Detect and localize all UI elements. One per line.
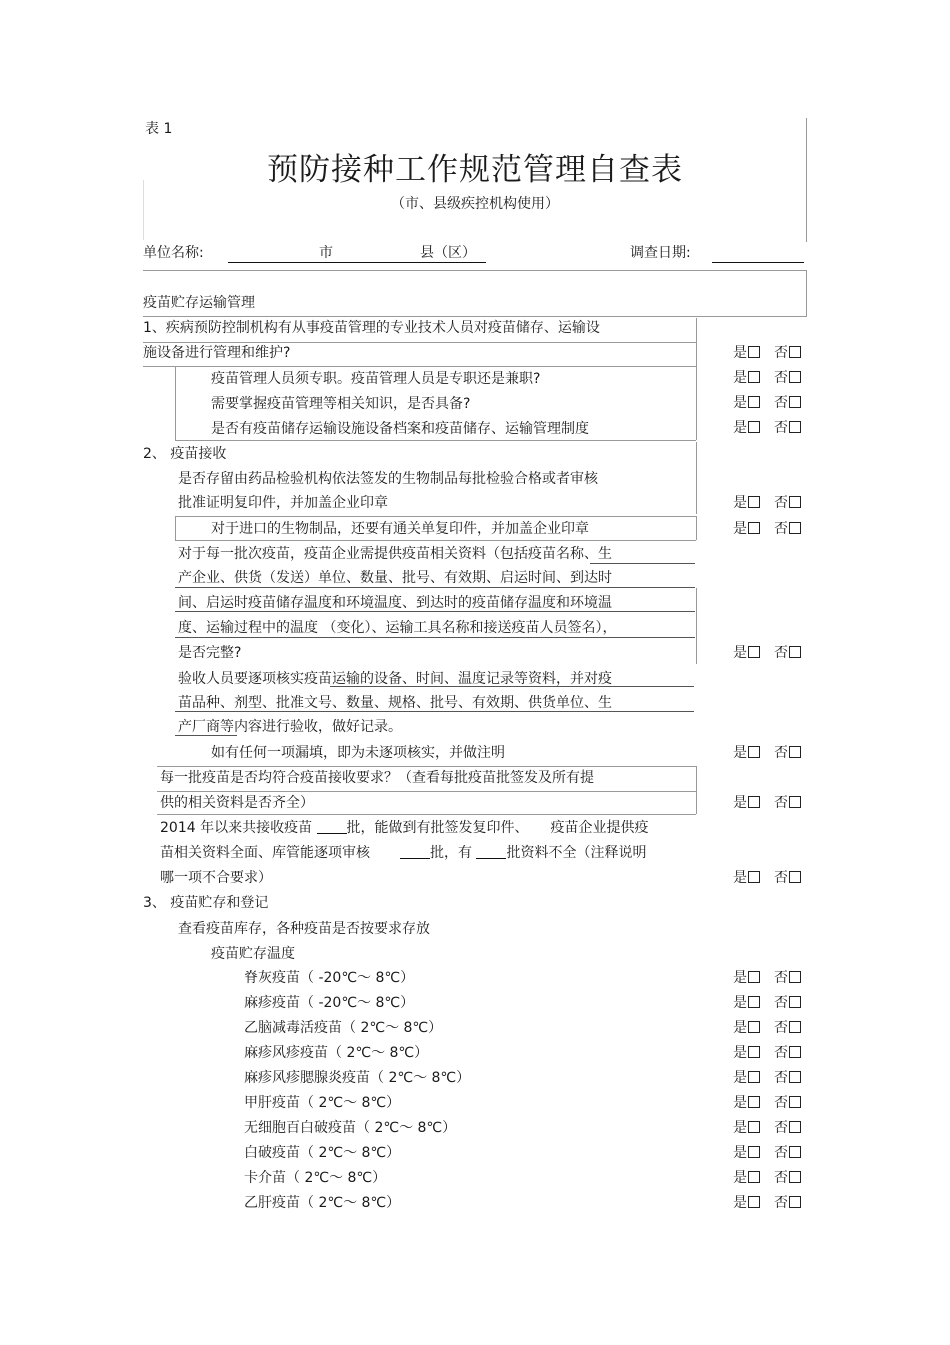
q2d-underline2 (175, 711, 694, 712)
no-checkbox[interactable] (789, 1046, 801, 1058)
answer-q2a[interactable]: 是 否 (733, 494, 813, 512)
page-subtitle: （市、县级疾控机构使用） (391, 196, 559, 212)
yes-checkbox[interactable] (748, 746, 760, 758)
q1-box-right (696, 318, 697, 366)
q2c-box-right (696, 588, 697, 664)
q2c-line4: 度、运输过程中的温度 （变化）、运输工具名称和接送疫苗人员签名）， (178, 620, 617, 636)
yes-checkbox[interactable] (748, 971, 760, 983)
q1-line2: 施设备进行管理和维护? (143, 345, 291, 361)
page-title: 预防接种工作规范管理自查表 (267, 152, 683, 188)
q2c-line5: 是否完整? (178, 645, 242, 661)
no-checkbox[interactable] (789, 1021, 801, 1033)
survey-date-label: 调查日期: (630, 245, 691, 261)
answer-vaccine[interactable]: 是 否 (733, 1094, 813, 1112)
q2c-underline3 (175, 611, 695, 612)
yes-checkbox[interactable] (748, 396, 760, 408)
no-checkbox[interactable] (789, 746, 801, 758)
section-box-right (806, 270, 807, 316)
q2e-text: 如有任何一项漏填，即为未逐项核实，并做注明 (211, 745, 505, 761)
no-checkbox[interactable] (789, 796, 801, 808)
no-checkbox[interactable] (789, 1071, 801, 1083)
q2b-box-left (175, 516, 176, 540)
yes-checkbox[interactable] (748, 421, 760, 433)
unit-name-label: 单位名称: (143, 245, 204, 261)
q2d-underline3 (175, 735, 237, 736)
no-checkbox[interactable] (789, 421, 801, 433)
no-checkbox[interactable] (789, 522, 801, 534)
no-checkbox[interactable] (789, 496, 801, 508)
q2f-line2: 供的相关资料是否齐全） (160, 795, 314, 811)
yes-checkbox[interactable] (748, 1021, 760, 1033)
unit-name-field[interactable] (228, 262, 486, 263)
vaccine-item: 麻疹风疹腮腺炎疫苗（ 2℃～ 8℃） (244, 1070, 471, 1086)
q2c-line2: 产企业、供货（发送）单位、数量、批号、有效期、启运时间、到达时 (178, 570, 612, 586)
q2c-underline1 (590, 563, 695, 564)
complete-batches-blank[interactable] (400, 844, 430, 859)
yes-checkbox[interactable] (748, 871, 760, 883)
q1-box-bottom (143, 366, 696, 367)
q1c-text: 是否有疫苗储存运输设施设备档案和疫苗储存、运输管理制度 (211, 421, 589, 437)
q2f-line1: 每一批疫苗是否均符合疫苗接收要求？（查看每批疫苗批签发及所有提 (160, 770, 594, 786)
section-box-top (143, 270, 807, 271)
no-checkbox[interactable] (789, 1096, 801, 1108)
vaccine-item: 卡介苗（ 2℃～ 8℃） (244, 1170, 387, 1186)
yes-checkbox[interactable] (748, 371, 760, 383)
q2a-box-right (696, 442, 697, 514)
q2f-box-mid (157, 791, 696, 792)
q2d-line1: 验收人员要逐项核实疫苗运输的设备、时间、温度记录等资料，并对疫 (178, 671, 612, 687)
q1b-text: 需要掌握疫苗管理等相关知识，是否具备? (211, 396, 471, 412)
vaccine-item: 麻疹疫苗（ -20℃～ 8℃） (244, 995, 415, 1011)
vaccine-item: 乙肝疫苗（ 2℃～ 8℃） (244, 1195, 401, 1211)
yes-checkbox[interactable] (748, 1121, 760, 1133)
section3-heading: 3、 疫苗贮存和登记 (143, 895, 269, 911)
answer-vaccine[interactable]: 是 否 (733, 994, 813, 1012)
section-title: 疫苗贮存运输管理 (143, 295, 255, 311)
answer-vaccine[interactable]: 是 否 (733, 1044, 813, 1062)
q2b-text: 对于进口的生物制品，还要有通关单复印件，并加盖企业印章 (211, 521, 589, 537)
no-checkbox[interactable] (789, 646, 801, 658)
answer-q2c[interactable]: 是 否 (733, 644, 813, 662)
survey-date-field[interactable] (712, 262, 804, 263)
q1-sub-left (175, 366, 176, 440)
yes-checkbox[interactable] (748, 1146, 760, 1158)
yes-checkbox[interactable] (748, 646, 760, 658)
no-checkbox[interactable] (789, 996, 801, 1008)
q2f-box-bottom (157, 814, 696, 815)
vaccine-item: 乙脑减毒活疫苗（ 2℃～ 8℃） (244, 1020, 443, 1036)
no-checkbox[interactable] (789, 396, 801, 408)
q2g-line1: 2014 年以来共接收疫苗 批，能做到有批签发复印件、 疫苗企业提供疫 (160, 820, 649, 836)
q2c-line3: 间、启运时疫苗储存温度和环境温度、到达时的疫苗储存温度和环境温 (178, 595, 612, 611)
no-checkbox[interactable] (789, 1146, 801, 1158)
vaccine-item: 无细胞百白破疫苗（ 2℃～ 8℃） (244, 1120, 457, 1136)
answer-q2g[interactable]: 是 否 (733, 869, 813, 887)
header-left-border (143, 180, 144, 240)
section-box-bottom (143, 316, 807, 317)
q2b-box-right (696, 516, 697, 540)
vaccine-item: 甲肝疫苗（ 2℃～ 8℃） (244, 1095, 401, 1111)
q1-sub-right (696, 366, 697, 440)
vaccine-item: 白破疫苗（ 2℃～ 8℃） (244, 1145, 401, 1161)
q2b-box-top (175, 516, 696, 517)
answer-vaccine[interactable]: 是 否 (733, 1144, 813, 1162)
answer-q2b[interactable]: 是 否 (733, 520, 813, 538)
yes-checkbox[interactable] (748, 496, 760, 508)
q1a-text: 疫苗管理人员须专职。疫苗管理人员是专职还是兼职? (211, 371, 541, 387)
q2g-line3: 哪一项不合要求） (160, 870, 272, 886)
incomplete-batches-blank[interactable] (476, 844, 506, 859)
answer-vaccine[interactable]: 是 否 (733, 1169, 813, 1187)
answer-vaccine[interactable]: 是 否 (733, 1069, 813, 1087)
answer-vaccine[interactable]: 是 否 (733, 1119, 813, 1137)
no-checkbox[interactable] (789, 1196, 801, 1208)
answer-q2e[interactable]: 是 否 (733, 744, 813, 762)
answer-q1a[interactable]: 是 否 (733, 369, 813, 387)
q2g-line2: 苗相关资料全面、库管能逐项审核 批，有 批资料不全（注释说明 (160, 845, 647, 861)
vaccine-item: 脊灰疫苗（ -20℃～ 8℃） (244, 970, 415, 986)
yes-checkbox[interactable] (748, 796, 760, 808)
city-label: 市 (319, 245, 333, 261)
q2d-line3: 产厂商等内容进行验收，做好记录。 (178, 719, 402, 735)
answer-q2f[interactable]: 是 否 (733, 794, 813, 812)
q3b-text: 疫苗贮存温度 (211, 946, 295, 962)
no-checkbox[interactable] (789, 371, 801, 383)
no-checkbox[interactable] (789, 1121, 801, 1133)
q2a-line2: 批准证明复印件，并加盖企业印章 (178, 495, 388, 511)
q2f-box-top (157, 766, 696, 767)
table-number: 表 1 (145, 121, 173, 137)
q2d-line2: 苗品种、剂型、批准文号、数量、规格、批号、有效期、供货单位、生 (178, 695, 612, 711)
no-checkbox[interactable] (789, 871, 801, 883)
q2f-box-right (696, 766, 697, 814)
answer-q1b[interactable]: 是 否 (733, 394, 813, 412)
q3a-text: 查看疫苗库存，各种疫苗是否按要求存放 (178, 921, 430, 937)
yes-checkbox[interactable] (748, 1071, 760, 1083)
no-checkbox[interactable] (789, 1171, 801, 1183)
yes-checkbox[interactable] (748, 1196, 760, 1208)
yes-checkbox[interactable] (748, 1171, 760, 1183)
yes-checkbox[interactable] (748, 522, 760, 534)
answer-vaccine[interactable]: 是 否 (733, 1194, 813, 1212)
q2c-underline4 (175, 637, 695, 638)
no-checkbox[interactable] (789, 346, 801, 358)
yes-checkbox[interactable] (748, 996, 760, 1008)
answer-vaccine[interactable]: 是 否 (733, 1019, 813, 1037)
no-checkbox[interactable] (789, 971, 801, 983)
yes-checkbox[interactable] (748, 1096, 760, 1108)
q1-line1: 1、疾病预防控制机构有从事疫苗管理的专业技术人员对疫苗储存、运输设 (143, 320, 600, 336)
q1-box-mid (143, 342, 696, 343)
yes-checkbox[interactable] (748, 346, 760, 358)
q2c-line1: 对于每一批次疫苗，疫苗企业需提供疫苗相关资料（包括疫苗名称、生 (178, 546, 612, 562)
q2c-underline2 (175, 587, 695, 588)
received-batches-blank[interactable] (317, 819, 347, 834)
county-label: 县（区） (420, 245, 476, 261)
vaccine-item: 麻疹风疹疫苗（ 2℃～ 8℃） (244, 1045, 429, 1061)
yes-checkbox[interactable] (748, 1046, 760, 1058)
q2a-line1: 是否存留由药品检验机构依法签发的生物制品每批检验合格或者审核 (178, 471, 598, 487)
q1-sub-bottom (175, 440, 696, 441)
section2-heading: 2、 疫苗接收 (143, 446, 227, 462)
answer-q1c[interactable]: 是 否 (733, 419, 813, 437)
answer-q1[interactable]: 是 否 (733, 344, 813, 362)
q2b-box-bottom (175, 540, 696, 541)
q2d-underline1 (330, 686, 694, 687)
answer-vaccine[interactable]: 是 否 (733, 969, 813, 987)
header-right-border (806, 118, 807, 242)
